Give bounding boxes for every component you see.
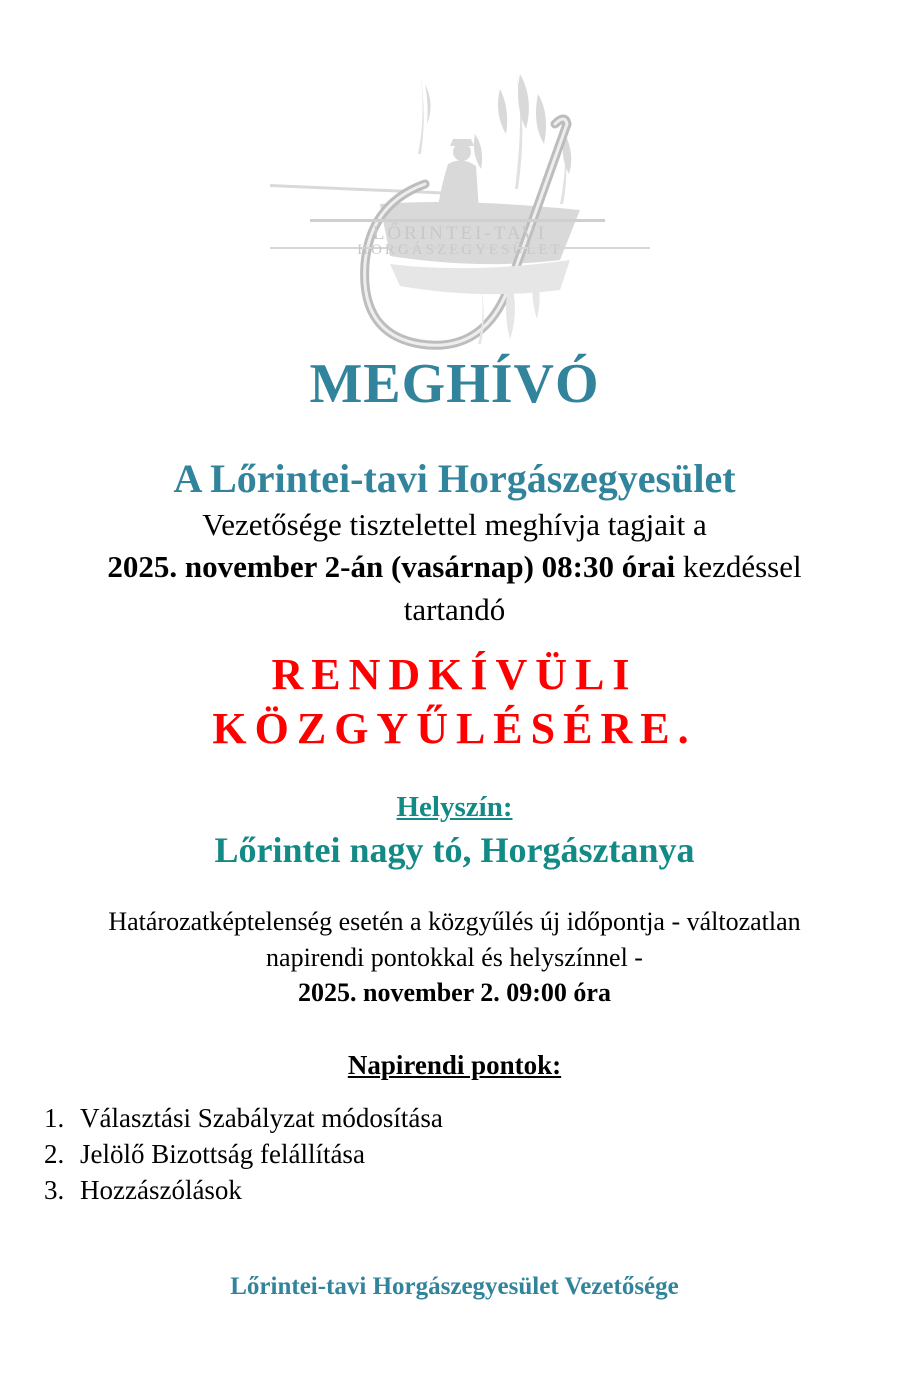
club-logo	[270, 64, 650, 354]
logo-line1: LŐRINTEI-TAVI	[372, 223, 548, 244]
agenda-item	[44, 1136, 443, 1172]
agenda-item-number: 2.	[44, 1139, 65, 1169]
agenda-item-number: 1.	[44, 1103, 65, 1133]
event-title-line2: KÖZGYŰLÉSÉRE.	[212, 704, 697, 753]
location-value: Lőrintei nagy tó, Horgásztanya	[214, 830, 695, 870]
fallback-notice-line2: napirendi pontokkal és helyszínnel -	[266, 943, 643, 972]
invitation-title: MEGHÍVÓ	[309, 353, 600, 415]
agenda-title: Napirendi pontok:	[347, 1050, 562, 1080]
intro-tail: tartandó	[403, 592, 506, 627]
event-title-line1: RENDKÍVÜLI	[271, 650, 638, 699]
agenda-item-number: 3.	[44, 1175, 65, 1205]
fallback-date: 2025. november 2. 09:00 óra	[298, 978, 611, 1007]
agenda-item-text: Választási Szabályzat módosítása	[80, 1103, 443, 1133]
fisherman-boat-hook-logo-icon	[270, 64, 650, 354]
organization-name: A Lőrintei-tavi Horgászegyesület	[173, 456, 736, 501]
meeting-date-rest: kezdéssel	[675, 549, 802, 584]
agenda-item-text: Jelölő Bizottság felállítása	[80, 1139, 365, 1169]
meeting-date: 2025. november 2-án (vasárnap) 08:30 órai	[107, 549, 676, 584]
meeting-date-line	[0, 547, 909, 586]
location-label: Helyszín:	[396, 791, 513, 823]
agenda-item-text: Hozzászólások	[80, 1175, 242, 1205]
agenda-item	[44, 1100, 443, 1136]
fallback-notice-line1: Határozatképtelenség esetén a közgyűlés új időpontja - változatlan	[108, 907, 801, 936]
intro-text: Vezetősége tisztelettel meghívja tagjait a	[202, 507, 707, 542]
signature: Lőrintei-tavi Horgászegyesület Vezetősége	[230, 1273, 679, 1300]
agenda-list	[44, 1100, 443, 1208]
agenda-item	[44, 1172, 443, 1208]
logo-line2: HORGÁSZEGYESÜLET	[357, 242, 563, 258]
